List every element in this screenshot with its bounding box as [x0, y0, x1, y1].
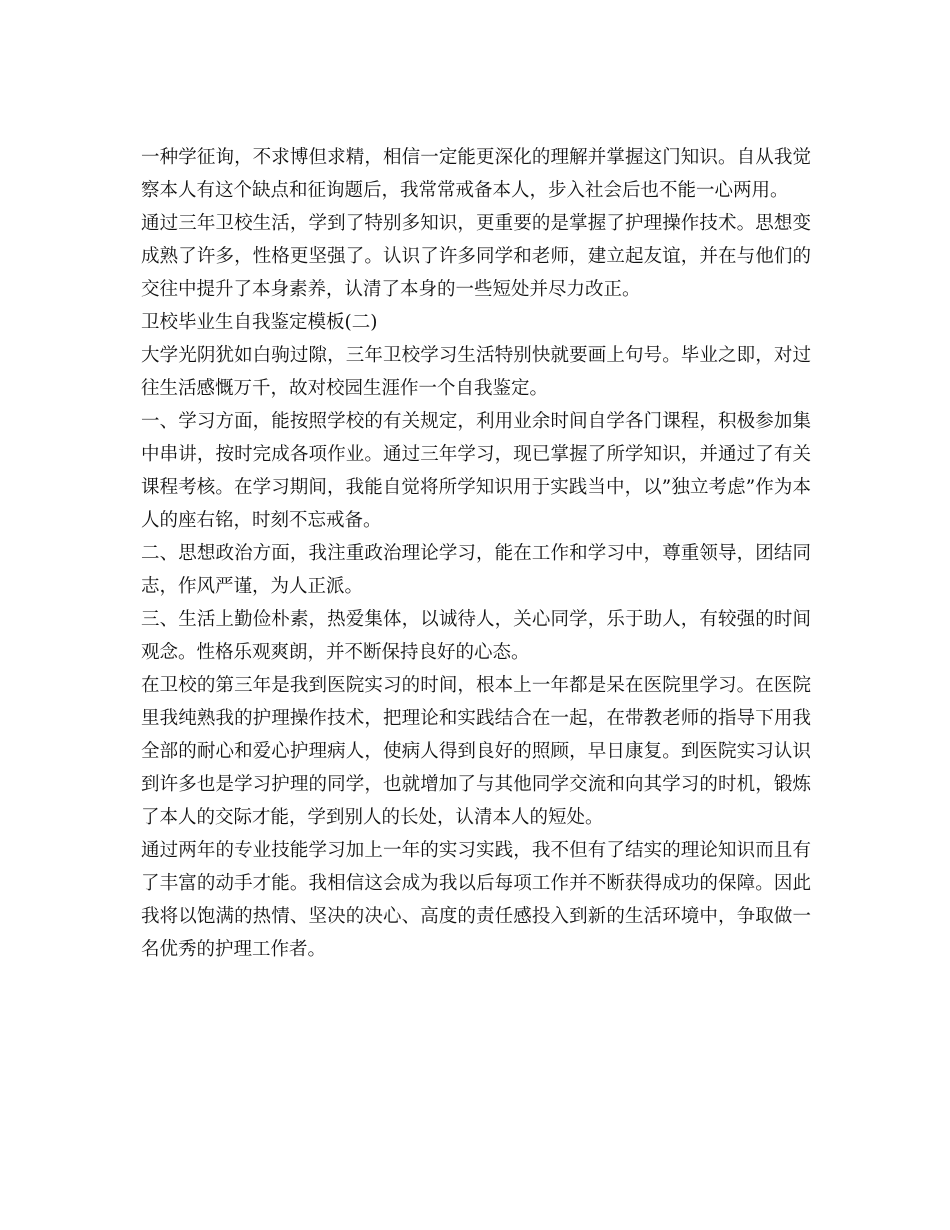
- paragraph-study: 一、学习方面，能按照学校的有关规定，利用业余时间自学各门课程，积极参加集中串讲，按时完成各项作业。通过三年学习，现已掌握了所学知识，并通过了有关课程考核。在学习期间，我能自觉将所学知识用于实践当中，以”独立考虑”作为本人的座右铭，时刻不忘戒备。: [141, 411, 811, 531]
- paragraph-continued-intro: 一种学征询，不求博但求精，相信一定能更深化的理解并掌握这门知识。自从我觉察本人有这个缺点和征询题后，我常常戒备本人，步入社会后也不能一心两用。: [141, 147, 811, 201]
- document-body: [141, 141, 811, 966]
- section-heading: 卫校毕业生自我鉴定模板(二): [141, 312, 378, 333]
- paragraph-opening: 大学光阴犹如白驹过隙，三年卫校学习生活特别快就要画上句号。毕业之即，对过往生活感慨万千，故对校园生涯作一个自我鉴定。: [141, 345, 811, 399]
- paragraph-three-years-life: 通过三年卫校生活，学到了特别多知识，更重要的是掌握了护理操作技术。思想变成熟了许多，性格更坚强了。认识了许多同学和老师，建立起友谊，并在与他们的交往中提升了本身素养，认清了本身的一些短处并尽力改正。: [141, 213, 811, 300]
- paragraph-life: 三、生活上勤俭朴素，热爱集体，以诚待人，关心同学，乐于助人，有较强的时间观念。性格乐观爽朗，并不断保持良好的心态。: [141, 609, 811, 663]
- paragraph-conclusion: 通过两年的专业技能学习加上一年的实习实践，我不但有了结实的理论知识而且有了丰富的动手才能。我相信这会成为我以后每项工作并不断获得成功的保障。因此我将以饱满的热情、坚决的决心、高度的责任感投入到新的生活环境中，争取做一名优秀的护理工作者。: [141, 840, 811, 960]
- paragraph-internship: 在卫校的第三年是我到医院实习的时间，根本上一年都是呆在医院里学习。在医院里我纯熟我的护理操作技术，把理论和实践结合在一起，在带教老师的指导下用我全部的耐心和爱心护理病人，使病人得到良好的照顾，早日康复。到医院实习认识到许多也是学习护理的同学，也就增加了与其他同学交流和向其学习的时机，锻炼了本人的交际才能，学到别人的长处，认清本人的短处。: [141, 675, 811, 828]
- paragraph-politics: 二、思想政治方面，我注重政治理论学习，能在工作和学习中，尊重领导，团结同志，作风严谨，为人正派。: [141, 543, 811, 597]
